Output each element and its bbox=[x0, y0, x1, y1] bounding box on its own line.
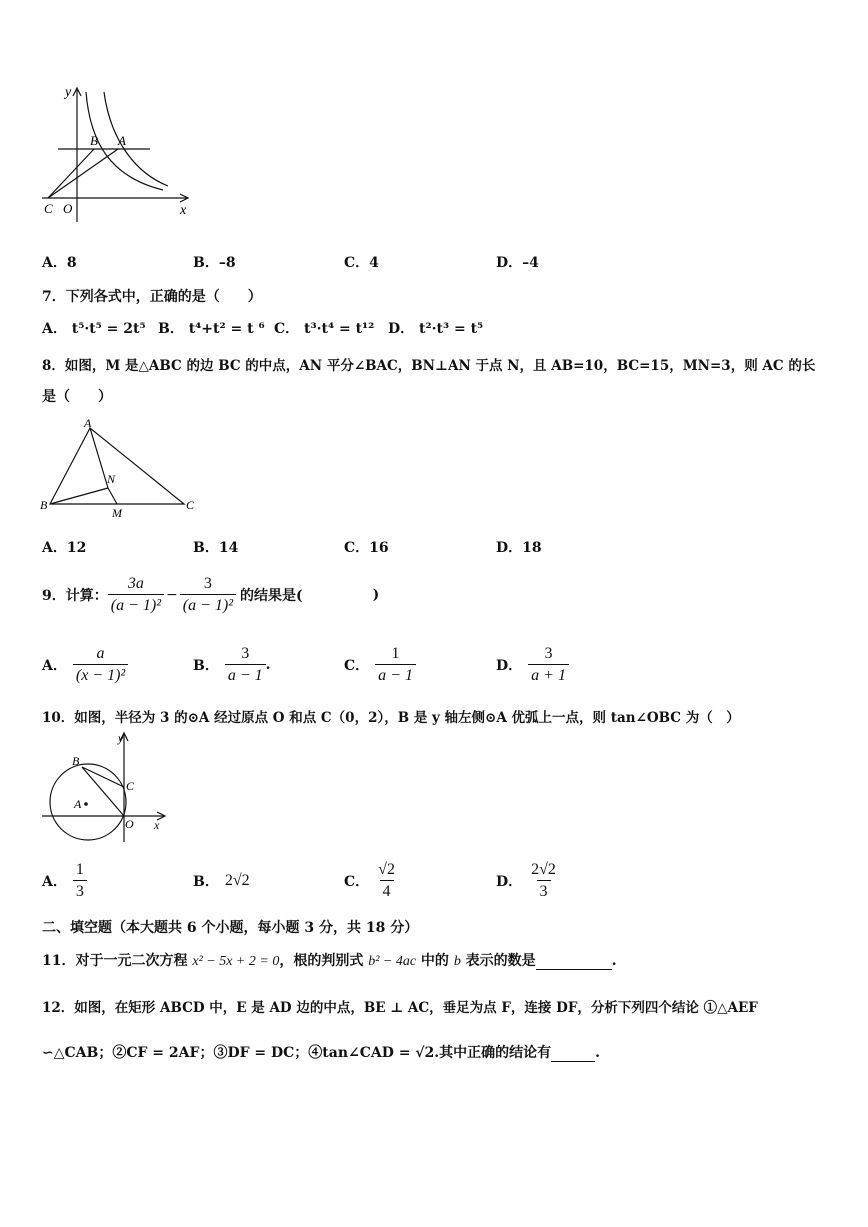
q9-f1-num: 3a bbox=[127, 574, 144, 592]
label-x: x bbox=[154, 818, 160, 832]
label-C: C bbox=[126, 779, 135, 793]
q9-a-den: (x − 1)² bbox=[73, 664, 128, 687]
q9-c-label: C． bbox=[344, 658, 370, 674]
q10-a-den: 3 bbox=[73, 880, 87, 903]
q9-suffix: 的结果是( bbox=[239, 588, 303, 604]
q6-option-c: C．4 bbox=[344, 255, 379, 271]
q9-stem bbox=[42, 570, 379, 620]
q11-stem bbox=[42, 950, 617, 970]
q11-suffix: 表示的数是 bbox=[460, 953, 536, 969]
q9-c-num: 1 bbox=[391, 644, 400, 662]
q11-equation: x² − 5x + 2 = 0 bbox=[192, 954, 280, 969]
q8-option-d: D．18 bbox=[496, 540, 542, 556]
q11-end: . bbox=[611, 953, 617, 969]
label-B: B bbox=[90, 133, 98, 148]
q10-d-label: D． bbox=[496, 874, 523, 890]
q9-f1-den: (a − 1)² bbox=[108, 594, 164, 617]
q10-a-fraction bbox=[73, 860, 87, 903]
q9-c-den: a − 1 bbox=[375, 664, 416, 687]
q10-d-fraction bbox=[528, 860, 559, 903]
q11-mid2: 中的 bbox=[416, 953, 454, 969]
q12-line2-text: ∽△CAB；②CF = 2AF；③DF = DC；④tan∠CAD = √2.其中正确的结论有 bbox=[42, 1045, 552, 1061]
q9-fraction-2 bbox=[180, 574, 236, 617]
label-A: A bbox=[84, 416, 92, 430]
q9-option-b bbox=[193, 640, 271, 690]
segment-BC bbox=[82, 767, 124, 787]
q9-b-label: B． bbox=[193, 658, 219, 674]
line-CB bbox=[48, 149, 94, 198]
q10-circle-figure bbox=[38, 728, 172, 846]
q8-triangle-figure bbox=[38, 416, 208, 522]
q7-stem: 7．下列各式中，正确的是（ ） bbox=[42, 289, 262, 305]
q6-option-b: B．–8 bbox=[193, 255, 236, 271]
q6-option-d: D．–4 bbox=[496, 255, 539, 271]
q9-d-den: a + 1 bbox=[528, 664, 569, 687]
q9-fraction-1 bbox=[108, 574, 164, 617]
q7-option-c: C． t³·t⁴ = t¹² bbox=[274, 321, 375, 337]
q9-d-num: 3 bbox=[544, 644, 553, 662]
q10-d-den: 3 bbox=[537, 880, 551, 903]
hyperbola-outer bbox=[104, 92, 168, 186]
q11-prefix: 11．对于一元二次方程 bbox=[42, 953, 193, 969]
triangle-ABC bbox=[50, 428, 184, 504]
q9-a-num: a bbox=[96, 644, 105, 662]
q9-option-a bbox=[42, 640, 128, 690]
q10-c-label: C． bbox=[344, 874, 370, 890]
q10-c-den: 4 bbox=[380, 880, 394, 903]
label-y: y bbox=[65, 85, 72, 100]
center-A bbox=[84, 802, 88, 806]
circle-A bbox=[50, 764, 126, 840]
q10-b-value: 2√2 bbox=[224, 872, 250, 889]
section-2-heading: 二、填空题（本大题共 6 个小题，每小题 3 分，共 18 分） bbox=[42, 920, 419, 936]
segment-NM bbox=[108, 488, 117, 504]
q11-answer-blank[interactable] bbox=[536, 953, 612, 970]
q9-b-tail: . bbox=[265, 657, 271, 673]
q11-discriminant: b² − 4ac bbox=[368, 954, 417, 969]
label-A: A bbox=[74, 797, 82, 811]
label-O: O bbox=[125, 817, 134, 831]
segment-BN bbox=[50, 488, 108, 504]
label-O: O bbox=[63, 201, 73, 216]
q9-a-fraction bbox=[73, 644, 128, 687]
q10-option-d bbox=[496, 856, 559, 906]
q10-a-num: 1 bbox=[75, 860, 84, 878]
q12-answer-blank[interactable] bbox=[551, 1045, 595, 1062]
q9-d-fraction bbox=[528, 644, 569, 687]
q9-d-label: D． bbox=[496, 658, 523, 674]
q7-option-b: B． t⁴+t² = t ⁶ bbox=[158, 321, 265, 337]
q10-a-label: A． bbox=[42, 874, 67, 890]
segment-AN bbox=[90, 428, 108, 488]
q10-c-fraction bbox=[375, 860, 398, 903]
label-A: A bbox=[118, 133, 126, 148]
label-C: C bbox=[44, 201, 53, 216]
q10-stem: 10．如图，半径为 3 的⊙A 经过原点 O 和点 C（0，2），B 是 y 轴左侧⊙A 优弧上一点，则 tan∠OBC 为（ ） bbox=[42, 710, 740, 726]
q12-end: . bbox=[595, 1045, 601, 1061]
label-M: M bbox=[112, 506, 122, 520]
q9-b-fraction bbox=[225, 644, 266, 687]
label-x: x bbox=[180, 203, 187, 218]
q9-option-c bbox=[344, 640, 416, 690]
q10-b-label: B． bbox=[193, 874, 219, 890]
label-B: B bbox=[40, 498, 48, 512]
label-B: B bbox=[72, 754, 80, 768]
q8-option-a: A．12 bbox=[42, 540, 87, 556]
label-N: N bbox=[107, 472, 116, 486]
q9-f2-den: (a − 1)² bbox=[180, 594, 236, 617]
q9-a-label: A． bbox=[42, 658, 67, 674]
q9-b-num: 3 bbox=[241, 644, 250, 662]
q9-close: ) bbox=[372, 587, 380, 603]
q10-d-num: 2√2 bbox=[531, 860, 556, 878]
label-C: C bbox=[186, 498, 195, 512]
q9-b-den: a − 1 bbox=[225, 664, 266, 687]
q7-option-d: D． t²·t³ = t⁵ bbox=[388, 321, 484, 337]
segment-BO bbox=[82, 767, 124, 816]
q10-option-c bbox=[344, 856, 398, 906]
q8-option-c: C．16 bbox=[344, 540, 389, 556]
q9-f2-num: 3 bbox=[203, 574, 212, 592]
q9-option-d bbox=[496, 640, 569, 690]
q11-b: b bbox=[453, 954, 461, 969]
q6-option-a: A．8 bbox=[42, 255, 77, 271]
line-CA bbox=[48, 149, 118, 198]
q8-stem-line1: 8．如图，M 是△ABC 的边 BC 的中点，AN 平分∠BAC，BN⊥AN 于点 N，且 AB=10，BC=15，MN=3，则 AC 的长 bbox=[42, 358, 816, 374]
label-y: y bbox=[118, 731, 124, 745]
q9-minus: − bbox=[166, 587, 178, 603]
q11-mid: ，根的判别式 bbox=[279, 953, 369, 969]
q10-option-a bbox=[42, 856, 87, 906]
q9-c-fraction bbox=[375, 644, 416, 687]
q10-option-b bbox=[193, 856, 250, 906]
q6-figure bbox=[38, 82, 198, 222]
q9-prefix: 9．计算： bbox=[42, 588, 108, 604]
q8-stem-line2: 是（ ） bbox=[42, 389, 112, 405]
q8-option-b: B．14 bbox=[193, 540, 239, 556]
q10-c-num: √2 bbox=[378, 860, 395, 878]
q12-line2 bbox=[42, 1042, 600, 1062]
q12-line1: 12．如图，在矩形 ABCD 中，E 是 AD 边的中点，BE ⊥ AC，垂足为点 F，连接 DF，分析下列四个结论 ①△AEF bbox=[42, 1000, 758, 1016]
q7-option-a: A． t⁵·t⁵ = 2t⁵ bbox=[42, 321, 146, 337]
